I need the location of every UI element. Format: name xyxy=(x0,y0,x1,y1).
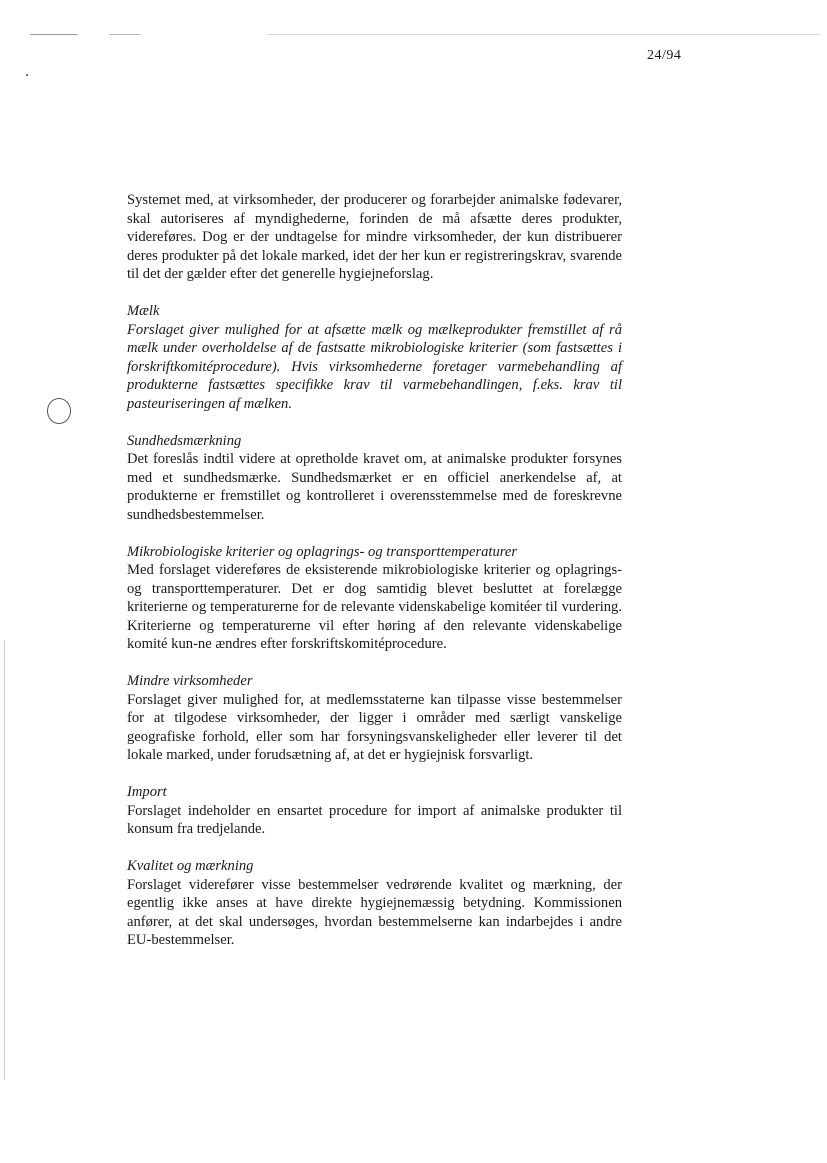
section-body: Forslaget giver mulighed for, at medlemsstaterne kan tilpasse visse bestemmelser for at tilgodese virksomheder, der ligger i områder med særligt vanskelige geografiske forhold, eller som har forsyningsvanskeligheder eller leverer til det lokale marked, under forudsætning af, at det er hygiejnisk forsvarligt. xyxy=(127,691,622,763)
section-heading: Mindre virksomheder xyxy=(127,673,253,689)
intro-paragraph: Systemet med, at virksomheder, der producerer og forarbejder animalske fødevarer, skal autoriseres af myndighederne, forinden de må afsætte deres produkter, videreføres. Dog er der undtagelse for mindre virksomheder, der kun distribuerer deres produkter på det lokale marked, idet der her kun er registreringskrav, svarende til det der gælder efter det generelle hygiejneforslag. xyxy=(127,192,622,282)
scan-left-edge xyxy=(4,640,5,1080)
section-heading: Sundhedsmærkning xyxy=(127,432,242,449)
punch-hole-mark xyxy=(47,398,71,424)
section-heading: Mikrobiologiske kriterier og oplagrings- og transporttemperaturer xyxy=(127,543,518,560)
section-body: Forslaget giver mulighed for at afsætte mælk og mælkeprodukter fremstillet af rå mælk under overholdelse af de fastsatte mikrobiologiske kriterier (som fastsættes i forskriftkomitéprocedure). Hvis virksomhederne foretager varmebehandling af produkterne fastsættes specifikke krav til varmebehandlingen, f.eks. krav til pasteuriseringen af mælken. xyxy=(127,321,622,412)
document-body xyxy=(127,191,622,968)
section-body: Med forslaget videreføres de eksisterende mikrobiologiske kriterier og oplagrings- og transporttemperaturer. Det er dog samtidig blevet besluttet at forelægge kriterierne og temperaturerne for de relevante videnskabelige komitéer til vurdering. Kriterierne og temperaturerne vil efter høring af den relevante videnskabelige komité kun-ne ændres efter forskriftskomitéprocedure. xyxy=(127,562,622,652)
intro-section xyxy=(127,191,622,284)
section-heading: Kvalitet og mærkning xyxy=(127,858,254,874)
scan-top-rule xyxy=(30,34,820,35)
section-mindre-virksomheder xyxy=(127,672,622,765)
section-body: Forslaget viderefører visse bestemmelser vedrørende kvalitet og mærkning, der egentlig ikke anses at have direkte hygiejnemæssig betydning. Kommissionen anfører, at det skal undersøges, hvordan bestemmelserne kan indarbejdes i andre EU-bestemmelser. xyxy=(127,876,622,948)
section-body: Det foreslås indtil videre at opretholde kravet om, at animalske produkter forsynes med et sundhedsmærke. Sundhedsmærket er en officiel anerkendelse af, at produkterne er fremstillet og kontrolleret i overensstemmelse med de foreskrevne sundhedsbestemmelser. xyxy=(127,451,622,523)
section-heading: Import xyxy=(127,784,167,800)
section-heading: Mælk xyxy=(127,303,160,319)
section-mikrobiologiske-kriterier xyxy=(127,543,622,654)
section-maelk xyxy=(127,302,622,413)
section-sundhedsmaerkning xyxy=(127,432,622,525)
section-body: Forslaget indeholder en ensartet procedure for import af animalske produkter til konsum fra tredjelande. xyxy=(127,802,622,837)
page-number: 24/94 xyxy=(647,48,682,63)
scan-speck xyxy=(26,74,28,76)
section-kvalitet-og-maerkning xyxy=(127,857,622,950)
section-import xyxy=(127,783,622,839)
